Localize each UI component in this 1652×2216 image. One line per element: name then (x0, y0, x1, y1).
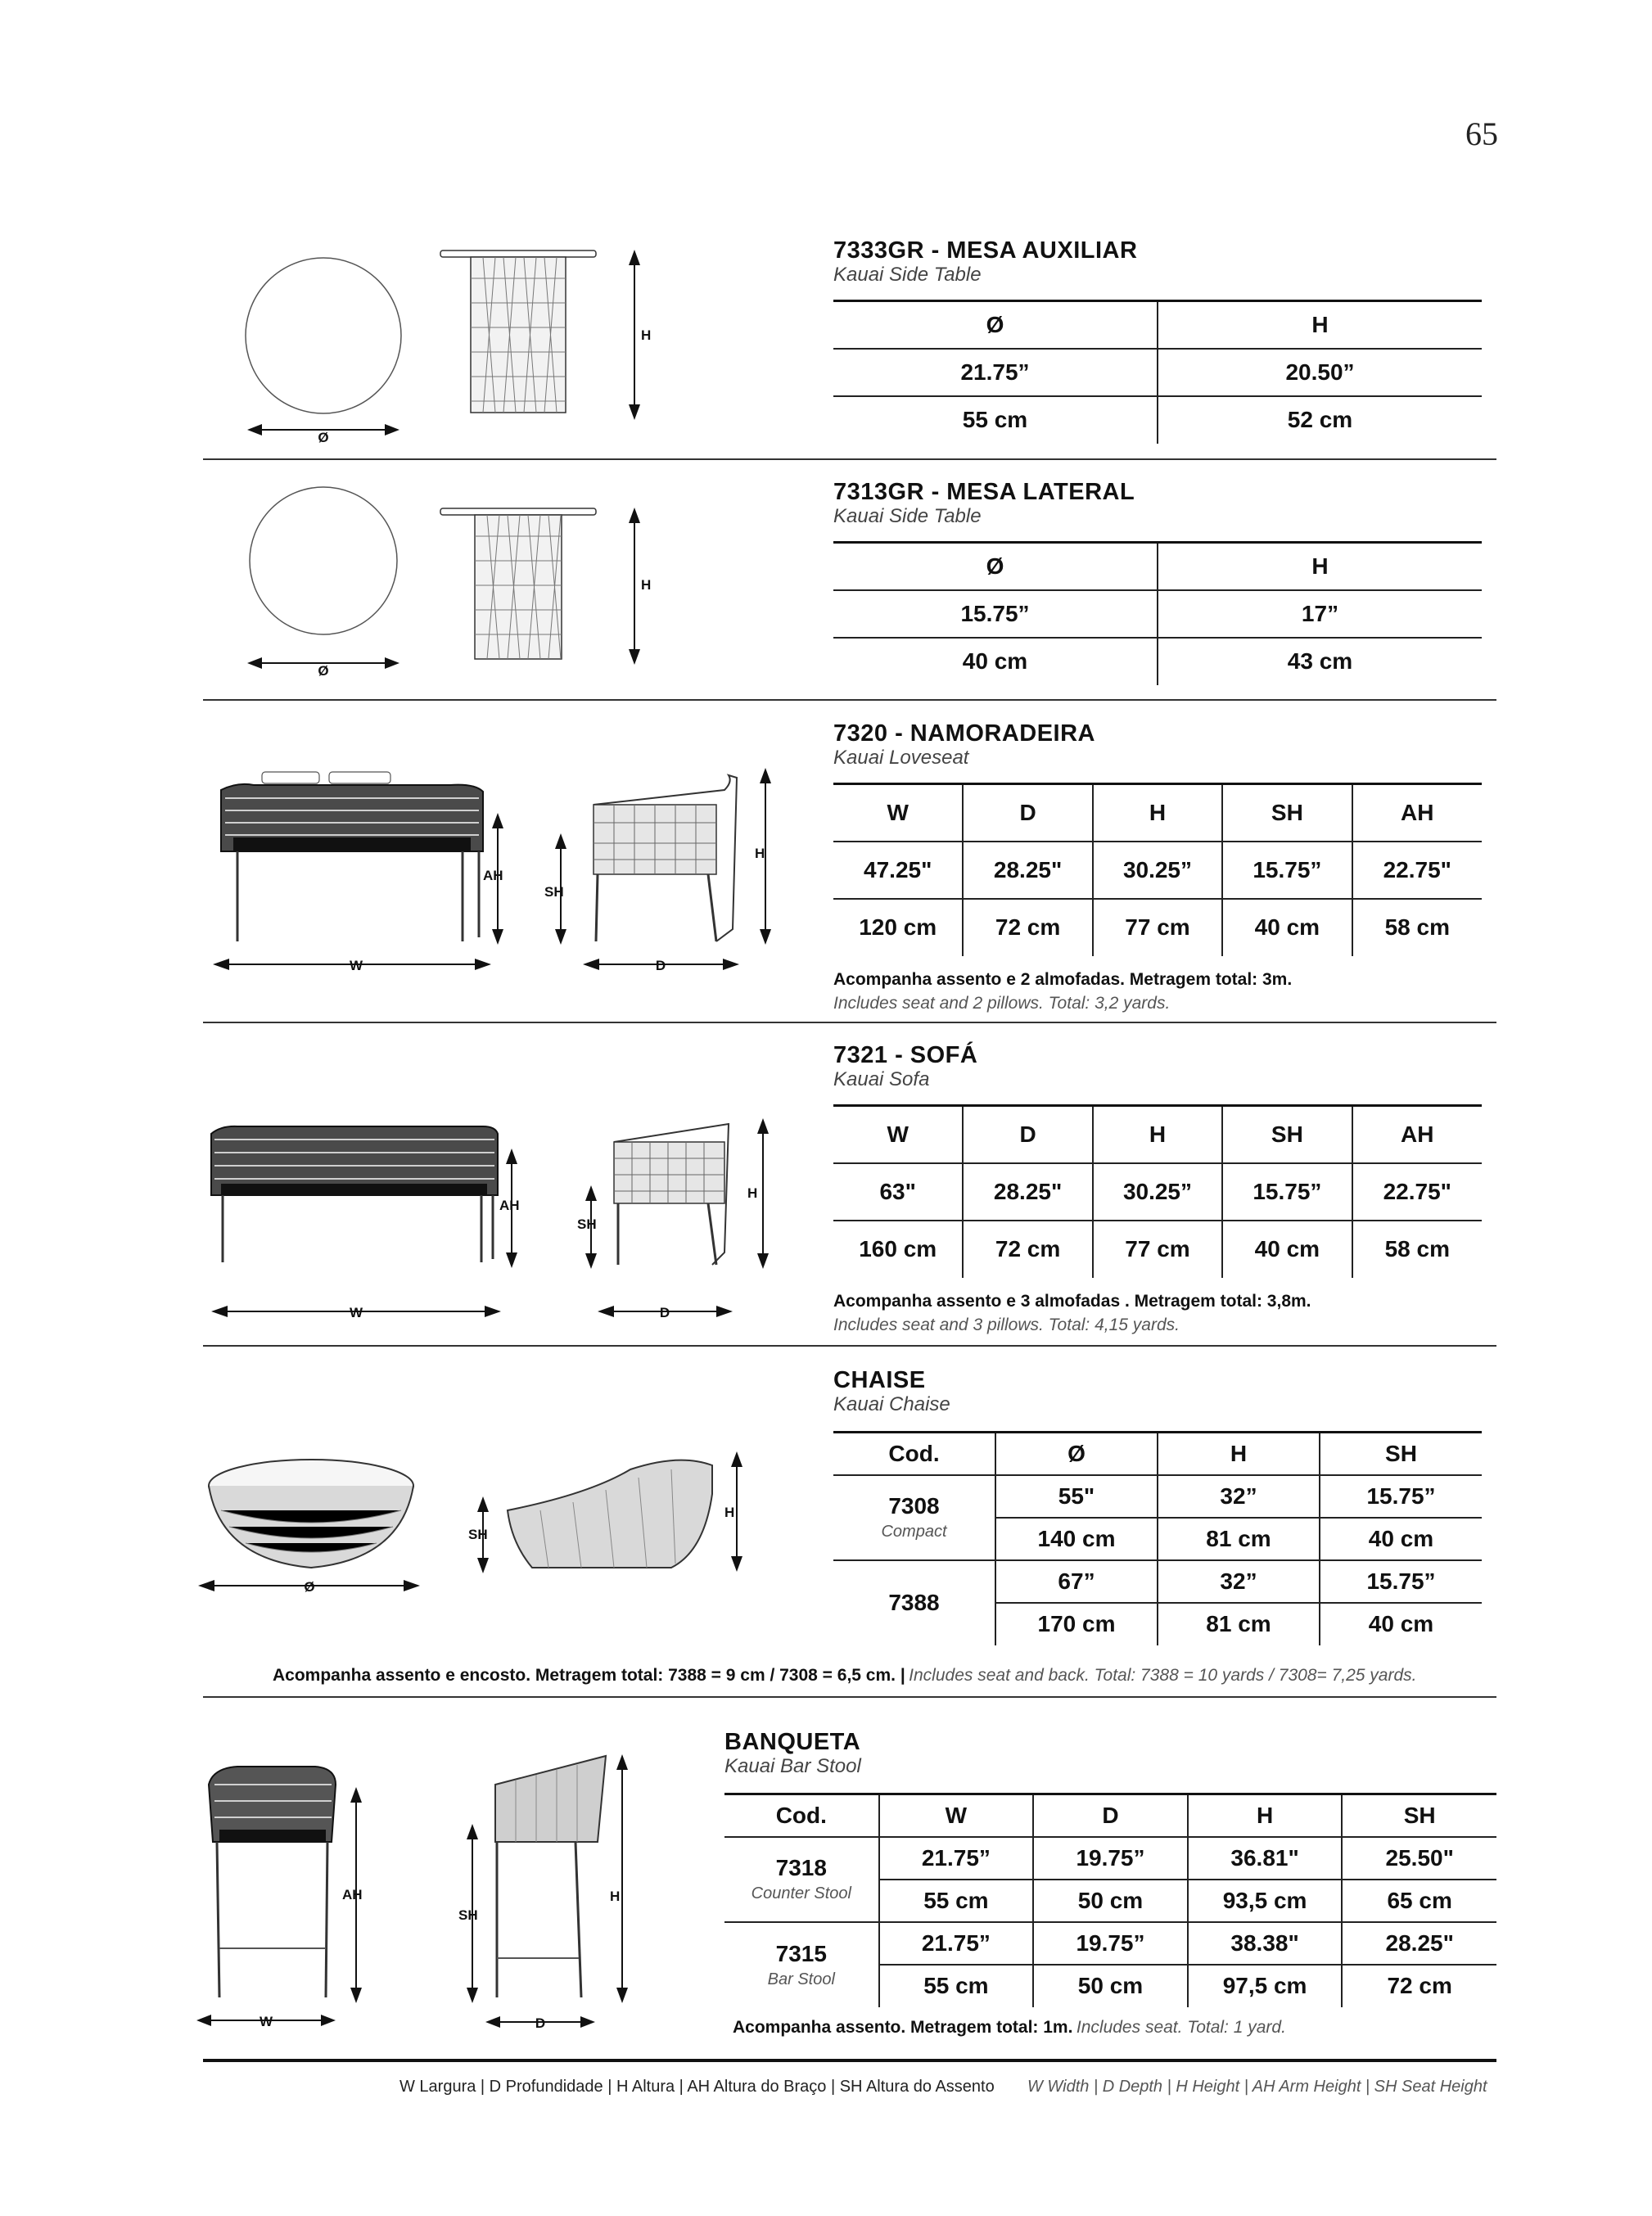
code-cell (724, 1922, 879, 2007)
table-cell: 15.75” (1320, 1475, 1482, 1518)
side-table-elevation-drawing (438, 503, 684, 667)
table-cell: 21.75” (879, 1837, 1034, 1880)
table-cell: 40 cm (1320, 1518, 1482, 1560)
table-cell: 72 cm (963, 1221, 1092, 1278)
product-subtitle: Kauai Side Table (833, 264, 982, 286)
table-cell: 36.81" (1188, 1837, 1343, 1880)
product-title: 7313GR - MESA LATERAL (833, 479, 1135, 505)
table-row (833, 842, 1482, 899)
table-cell: 81 cm (1158, 1603, 1320, 1645)
table-cell: 25.50" (1342, 1837, 1496, 1880)
height-label: H (755, 846, 765, 861)
diameter-label: Ø (318, 663, 329, 679)
sofa-side-view-drawing (573, 1117, 786, 1326)
product-note-english: Includes seat and 3 pillows. Total: 4,15 yards. (833, 1315, 1180, 1334)
table-cell: 77 cm (1093, 1221, 1222, 1278)
section-divider (203, 699, 1496, 701)
table-cell: 40 cm (1222, 899, 1352, 956)
product-code-subtitle: Counter Stool (751, 1884, 851, 1902)
table-cell: 32” (1158, 1560, 1320, 1603)
spec-table (833, 300, 1482, 444)
section-divider (203, 1022, 1496, 1023)
table-row (833, 1163, 1482, 1221)
table-cell: 30.25” (1093, 1163, 1222, 1221)
chaise-info (833, 1367, 1496, 1645)
product-title: 7321 - SOFÁ (833, 1042, 978, 1068)
table-row (833, 899, 1482, 956)
page-number: 65 (1465, 115, 1498, 152)
table-cell: 77 cm (1093, 899, 1222, 956)
product-code-subtitle: Bar Stool (767, 1970, 835, 1988)
table-row (833, 1560, 1482, 1603)
product-title: 7333GR - MESA AUXILIAR (833, 237, 1138, 264)
arm-height-label: AH (483, 868, 503, 883)
column-header: AH (1352, 1106, 1482, 1163)
table-cell: 58 cm (1352, 899, 1482, 956)
chaise-note-line (273, 1663, 1496, 1688)
table-cell: 72 cm (1342, 1965, 1496, 2007)
width-label: W (259, 2014, 273, 2029)
table-cell: 15.75” (1222, 1163, 1352, 1221)
spec-table (833, 1104, 1482, 1278)
column-header: Ø (833, 301, 1158, 349)
table-cell: 19.75” (1033, 1837, 1188, 1880)
product-code: 7388 (888, 1590, 940, 1615)
seat-height-label: SH (577, 1216, 597, 1232)
section-divider (203, 458, 1496, 460)
section-divider (203, 1696, 1496, 1698)
table-cell: 40 cm (1222, 1221, 1352, 1278)
product-note-english: Includes seat and back. Total: 7388 = 10 yards / 7308= 7,25 yards. (909, 1666, 1417, 1685)
table-cell: 30.25” (1093, 842, 1222, 899)
product-note: Acompanha assento. Metragem total: 1m. (733, 2017, 1073, 2037)
product-note-english: Includes seat and 2 pillows. Total: 3,2 yards. (833, 993, 1171, 1013)
table-cell: 55 cm (962, 407, 1028, 432)
footer-divider (203, 2059, 1496, 2062)
column-header: D (963, 1106, 1092, 1163)
column-header: H (1188, 1794, 1343, 1837)
code-cell (833, 1560, 995, 1645)
spec-table (724, 1793, 1496, 2007)
spec-table (833, 783, 1482, 956)
table-cell: 40 cm (962, 648, 1028, 674)
width-label: W (349, 1305, 363, 1320)
diameter-label: Ø (318, 430, 329, 445)
table-cell: 17” (1158, 590, 1482, 638)
product-note: Acompanha assento e 2 almofadas. Metragem total: 3m. (833, 969, 1293, 989)
column-header: H (1158, 543, 1482, 590)
depth-label: D (659, 1305, 670, 1320)
table-cell: 15.75” (1222, 842, 1352, 899)
loveseat-side-view-drawing (540, 765, 786, 978)
code-cell (833, 1475, 995, 1560)
table-cell: 19.75” (1033, 1922, 1188, 1965)
column-header: W (833, 784, 963, 842)
table-cell: 28.25" (963, 1163, 1092, 1221)
table-cell: 52 cm (1158, 396, 1482, 444)
table-row (833, 349, 1482, 396)
sofa-front-view-drawing (205, 1122, 532, 1326)
table-row (833, 1221, 1482, 1278)
column-header: H (1093, 1106, 1222, 1163)
table-row (833, 396, 1482, 444)
column-header: H (1158, 1433, 1320, 1475)
table-row (833, 590, 1482, 638)
column-header: Cod. (724, 1794, 879, 1837)
chaise-front-view-drawing (196, 1453, 434, 1600)
arm-height-label: AH (499, 1198, 520, 1213)
column-header: Ø (995, 1433, 1158, 1475)
legend-portuguese: W Largura | D Profundidade | H Altura | AH Altura do Braço | SH Altura do Assento (399, 2078, 995, 2096)
column-header: SH (1222, 1106, 1352, 1163)
diameter-label: Ø (304, 1579, 315, 1595)
table-cell: 120 cm (859, 914, 937, 940)
product-note: Acompanha assento e 3 almofadas . Metragem total: 3,8m. (833, 1291, 1311, 1311)
table-cell: 28.25" (1342, 1922, 1496, 1965)
product-subtitle: Kauai Chaise (833, 1393, 950, 1415)
table-cell: 55 cm (879, 1965, 1034, 2007)
table-row (724, 1922, 1496, 1965)
column-header: Ø (833, 543, 1158, 590)
product-subtitle: Kauai Side Table (833, 505, 982, 527)
spec-table (833, 541, 1482, 685)
product-7320-info (833, 720, 1496, 1015)
table-cell: 93,5 cm (1188, 1880, 1343, 1922)
product-note: Acompanha assento e encosto. Metragem total: 7388 = 9 cm / 7308 = 6,5 cm. | (273, 1666, 905, 1685)
product-title: BANQUETA (724, 1729, 861, 1755)
table-cell: 58 cm (1352, 1221, 1482, 1278)
column-header: SH (1320, 1433, 1482, 1475)
product-subtitle: Kauai Loveseat (833, 747, 969, 769)
table-cell: 43 cm (1158, 638, 1482, 685)
table-row (724, 1837, 1496, 1880)
product-note-english: Includes seat. Total: 1 yard. (1076, 2017, 1286, 2037)
loveseat-front-view-drawing (205, 765, 532, 978)
table-row (833, 638, 1482, 685)
code-cell (724, 1837, 879, 1922)
column-header: W (833, 1106, 963, 1163)
width-label: W (349, 958, 363, 973)
table-cell: 97,5 cm (1188, 1965, 1343, 2007)
height-label: H (641, 577, 652, 593)
table-cell: 55" (995, 1475, 1158, 1518)
product-code-subtitle: Compact (881, 1523, 947, 1541)
table-cell: 170 cm (995, 1603, 1158, 1645)
table-cell: 63" (833, 1163, 963, 1221)
legend-english: W Width | D Depth | H Height | AH Arm Height | SH Seat Height (1027, 2078, 1487, 2096)
table-cell: 32” (1158, 1475, 1320, 1518)
column-header: D (963, 784, 1092, 842)
table-cell: 50 cm (1033, 1880, 1188, 1922)
column-header: H (1158, 301, 1482, 349)
product-title: 7320 - NAMORADEIRA (833, 720, 1095, 747)
table-cell: 140 cm (995, 1518, 1158, 1560)
table-cell: 22.75" (1352, 1163, 1482, 1221)
table-cell: 72 cm (963, 899, 1092, 956)
spec-table (833, 1431, 1482, 1645)
height-label: H (724, 1505, 735, 1520)
table-cell: 50 cm (1033, 1965, 1188, 2007)
table-cell: 20.50” (1158, 349, 1482, 396)
seat-height-label: SH (458, 1907, 478, 1923)
bar-stool-side-view-drawing (454, 1744, 643, 2038)
table-cell: 67” (995, 1560, 1158, 1603)
product-7321-info (833, 1042, 1496, 1337)
seat-height-label: SH (544, 884, 564, 900)
product-code: 7308 (888, 1493, 940, 1519)
product-code: 7315 (775, 1940, 827, 1966)
height-label: H (610, 1889, 621, 1904)
table-row (833, 1475, 1482, 1518)
column-header: H (1093, 784, 1222, 842)
product-subtitle: Kauai Sofa (833, 1068, 930, 1090)
table-cell: 38.38" (1188, 1922, 1343, 1965)
table-cell: 15.75” (833, 590, 1158, 638)
table-cell: 55 cm (879, 1880, 1034, 1922)
table-cell: 81 cm (1158, 1518, 1320, 1560)
chaise-side-view-drawing (467, 1445, 761, 1584)
side-table-top-view-drawing (229, 479, 426, 688)
column-header: SH (1342, 1794, 1496, 1837)
height-label: H (641, 327, 652, 343)
depth-label: D (535, 2015, 546, 2031)
height-label: H (747, 1185, 758, 1201)
column-header: D (1033, 1794, 1188, 1837)
table-cell: 65 cm (1342, 1880, 1496, 1922)
bar-stool-info (724, 1729, 1496, 2040)
column-header: AH (1352, 784, 1482, 842)
bar-stool-front-view-drawing (196, 1760, 385, 2038)
product-title: CHAISE (833, 1367, 926, 1393)
side-table-elevation-drawing (438, 246, 684, 458)
seat-height-label: SH (468, 1527, 488, 1542)
column-header: Cod. (833, 1433, 995, 1475)
column-header: SH (1222, 784, 1352, 842)
product-code: 7318 (775, 1855, 827, 1880)
table-cell: 160 cm (859, 1236, 937, 1261)
product-subtitle: Kauai Bar Stool (724, 1755, 861, 1777)
table-cell: 40 cm (1320, 1603, 1482, 1645)
side-table-top-view-drawing (229, 246, 426, 458)
table-cell: 21.75” (833, 349, 1158, 396)
depth-label: D (655, 958, 666, 973)
table-cell: 15.75” (1320, 1560, 1482, 1603)
column-header: W (879, 1794, 1034, 1837)
product-7313gr-info (833, 479, 1496, 685)
table-cell: 47.25" (833, 842, 963, 899)
arm-height-label: AH (342, 1887, 363, 1902)
product-7333gr-info (833, 237, 1496, 444)
table-cell: 22.75" (1352, 842, 1482, 899)
table-cell: 21.75” (879, 1922, 1034, 1965)
section-divider (203, 1345, 1496, 1347)
table-cell: 28.25" (963, 842, 1092, 899)
